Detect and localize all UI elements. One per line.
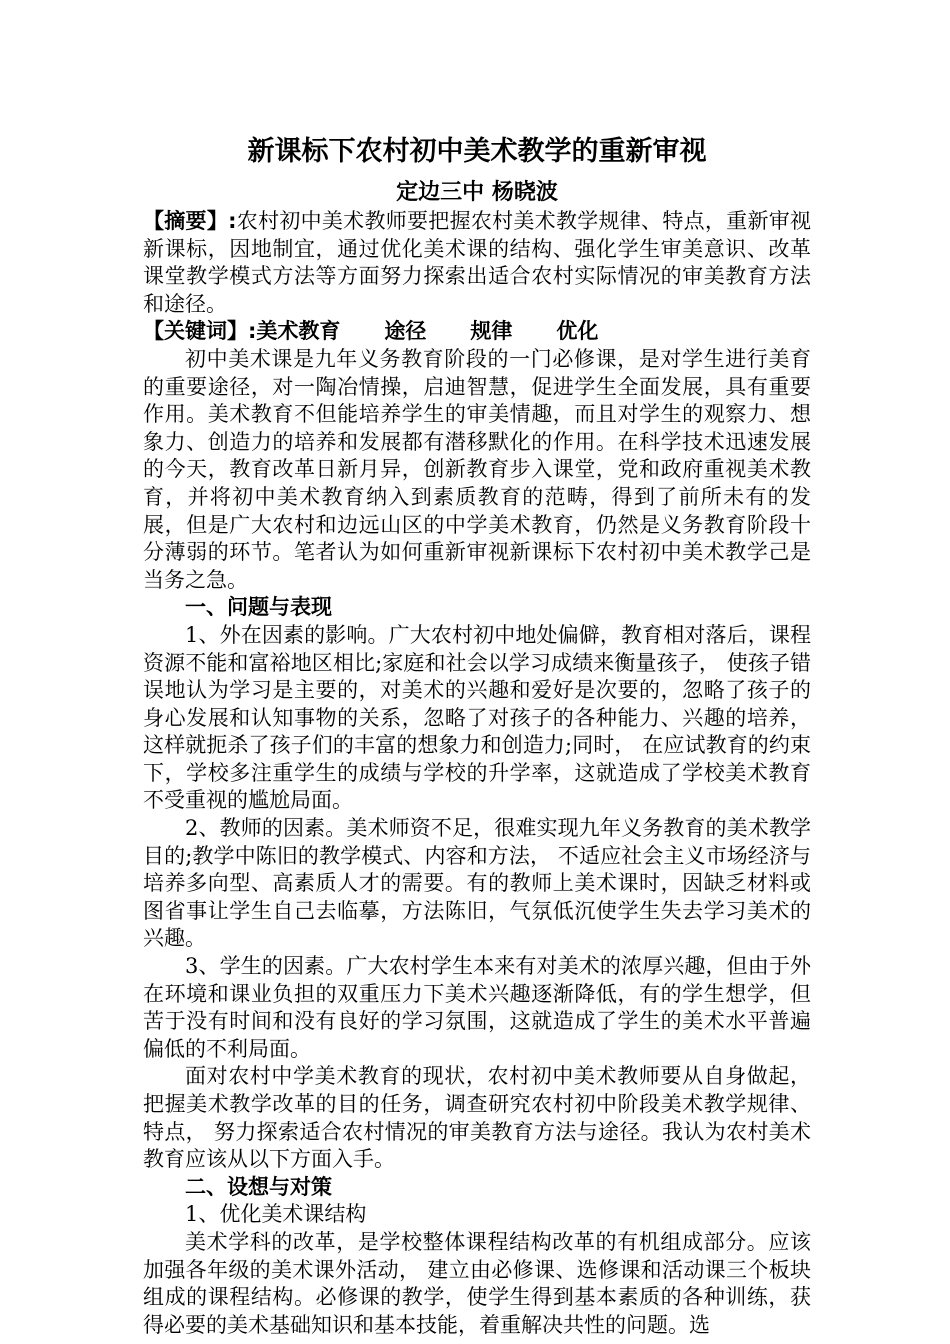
body-paragraph: 1、外在因素的影响。广大农村初中地处偏僻，教育相对落后，课程资源不能和富裕地区相比;家庭和社会以学习成绩来衡量孩子， 使孩子错误地认为学习是主要的，对美术的兴趣和爱好是次要的，忽略了孩子的身心发展和认知事物的关系，忽略了对孩子的各种能力、兴趣的培养， 这样就扼杀了孩子们的丰富的想象力和创造力;同时， 在应试教育的约束下，学校多注重学生的成绩与学校的升学率，这就造成了学校美术教育不受重视的尴尬局面。 — [143, 622, 811, 813]
keyword-item: 规律 — [470, 319, 513, 344]
body-paragraph: 2、教师的因素。美术师资不足，很难实现九年义务教育的美术教学目的;教学中陈旧的教学模式、内容和方法， 不适应社会主义市场经济与培养多向型、高素质人才的需要。有的教师上美术课时，因缺乏材料或图省事让学生自己去临摹，方法陈旧，气氛低沉使学生失去学习美术的兴趣。 — [143, 816, 811, 951]
body-paragraph: 面对农村中学美术教育的现状，农村初中美术教师要从自身做起，把握美术教学改革的目的任务，调查研究农村初中阶段美术教学规律、特点， 努力探索适合农村情况的审美教育方法与途径。我认为农村美术教育应该从以下方面入手。 — [143, 1064, 811, 1172]
keyword-item: 优化 — [556, 319, 599, 344]
keyword-item: 美术教育 — [256, 319, 341, 344]
keywords-label: 【关键词】: — [143, 319, 257, 344]
keywords-line — [143, 318, 811, 346]
abstract-paragraph — [143, 208, 811, 318]
subsection-heading: 1、优化美术课结构 — [185, 1202, 367, 1227]
author-line: 定边三中 杨晓波 — [396, 180, 558, 205]
intro-paragraph: 初中美术课是九年义务教育阶段的一门必修课，是对学生进行美育的重要途径，对一陶冶情操，启迪智慧，促进学生全面发展，具有重要作用。美术教育不但能培养学生的审美情趣，而且对学生的观察力、想象力、创造力的培养和发展都有潜移默化的作用。在科学技术迅速发展的今天，教育改革日新月异，创新教育步入课堂，党和政府重视美术教育，并将初中美术教育纳入到素质教育的范畴，得到了前所未有的发展，但是广大农村和边远山区的中学美术教育，仍然是义务教育阶段十分薄弱的环节。笔者认为如何重新审视新课标下农村初中美术教学己是当务之急。 — [143, 346, 811, 592]
section-heading: 二、设想与对策 — [185, 1174, 332, 1199]
keyword-item: 途径 — [384, 319, 427, 344]
document-page — [143, 126, 811, 1339]
document-title: 新课标下农村初中美术教学的重新审视 — [247, 136, 707, 167]
abstract-text: 农村初中美术教师要把握农村美术教学规律、特点，重新审视新课标，因地制宜，通过优化美术课的结构、强化学生审美意识、改革课堂教学模式方法等方面努力探索出适合农村实际情况的审美教育方法和途径。 — [143, 209, 811, 316]
abstract-label: 【摘要】: — [143, 209, 237, 233]
body-paragraph: 美术学科的改革，是学校整体课程结构改革的有机组成部分。应该加强各年级的美术课外活动， 建立由必修课、选修课和活动课三个板块组成的课程结构。必修课的教学，使学生得到基本素质的各种训练，获得必要的美术基础知识和基本技能，着重解决共性的问题。选 — [143, 1229, 811, 1337]
section-heading: 一、问题与表现 — [185, 595, 332, 620]
body-paragraph: 3、学生的因素。广大农村学生本来有对美术的浓厚兴趣，但由于外在环境和课业负担的双重压力下美术兴趣逐渐降低，有的学生想学，但苦于没有时间和没有良好的学习氛围，这就造成了学生的美术水平普遍偏低的不利局面。 — [143, 954, 811, 1061]
